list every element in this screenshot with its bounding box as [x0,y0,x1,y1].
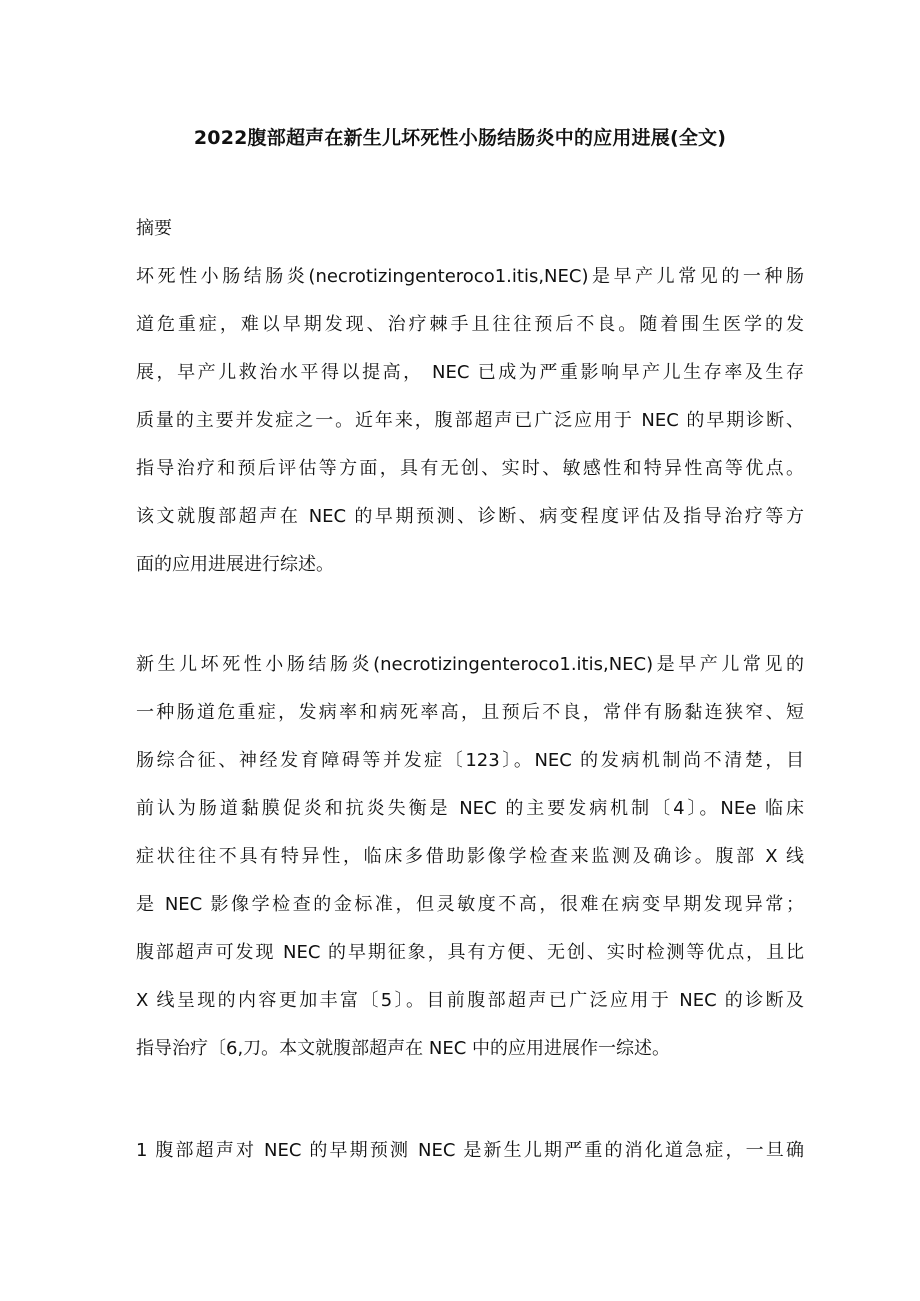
abstract-line: 坏死性小肠结肠炎(necrotizingenteroco1.itis,NEC)是早产儿常见的一种肠 [136,266,804,287]
abstract-line: 该文就腹部超声在 NEC 的早期预测、诊断、病变程度评估及指导治疗等方 [136,506,804,527]
document-title: 2022腹部超声在新生儿坏死性小肠结肠炎中的应用进展(全文) [193,127,727,149]
intro-line: X 线呈现的内容更加丰富〔5〕。目前腹部超声已广泛应用于 NEC 的诊断及 [136,990,804,1011]
abstract-line: 面的应用进展进行综述。 [136,554,334,575]
intro-line: 症状往往不具有特异性，临床多借助影像学检查来监测及确诊。腹部 X 线 [136,846,804,867]
abstract-line: 道危重症，难以早期发现、治疗棘手且往往预后不良。随着围生医学的发 [136,314,804,335]
intro-line: 前认为肠道黏膜促炎和抗炎失衡是 NEC 的主要发病机制〔4〕。NEe 临床 [136,798,804,819]
intro-line: 新生儿坏死性小肠结肠炎(necrotizingenteroco1.itis,NEC)是早产儿常见的 [136,654,804,675]
section1-line: 1 腹部超声对 NEC 的早期预测 NEC 是新生儿期严重的消化道急症，一旦确 [136,1140,804,1161]
abstract-heading: 摘要 [136,218,172,239]
abstract-line: 展，早产儿救治水平得以提高， NEC 已成为严重影响早产儿生存率及生存 [136,362,804,383]
intro-line: 是 NEC 影像学检查的金标准，但灵敏度不高，很难在病变早期发现异常； [136,894,804,915]
abstract-line: 指导治疗和预后评估等方面，具有无创、实时、敏感性和特异性高等优点。 [136,458,804,479]
intro-line: 指导治疗〔6,刀。本文就腹部超声在 NEC 中的应用进展作一综述。 [136,1038,671,1059]
intro-line: 一种肠道危重症，发病率和病死率高，且预后不良，常伴有肠黏连狭窄、短 [136,702,804,723]
intro-line: 腹部超声可发现 NEC 的早期征象，具有方便、无创、实时检测等优点，且比 [136,942,804,963]
abstract-line: 质量的主要并发症之一。近年来，腹部超声已广泛应用于 NEC 的早期诊断、 [136,410,804,431]
intro-line: 肠综合征、神经发育障碍等并发症〔123〕。NEC 的发病机制尚不清楚，目 [136,750,804,771]
